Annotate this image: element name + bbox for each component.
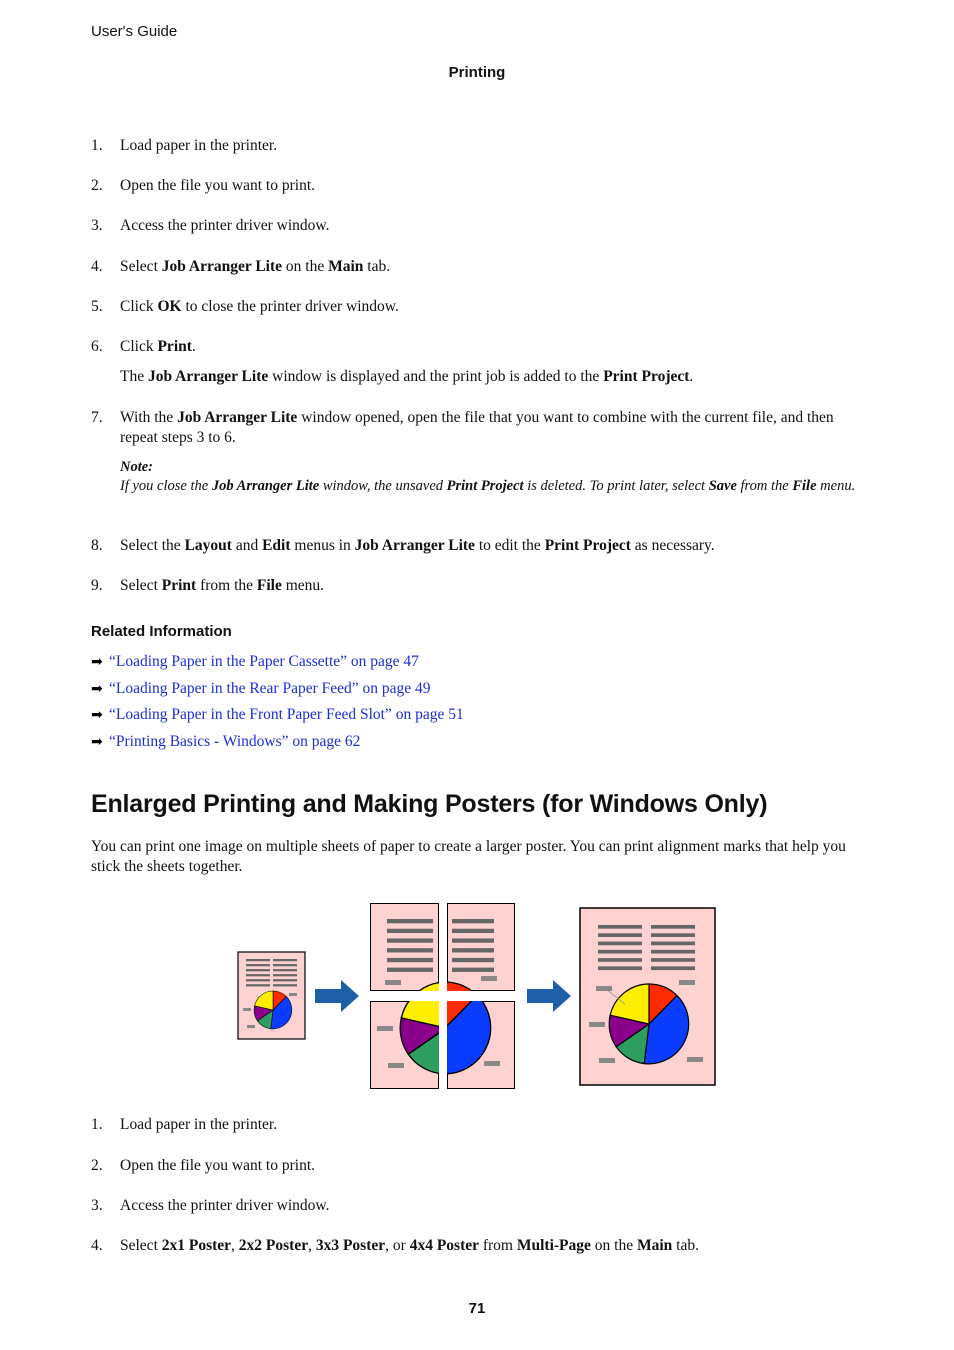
text-run: ,: [231, 1237, 239, 1254]
related-link-4[interactable]: [91, 732, 360, 752]
text-run: .: [191, 338, 196, 355]
text-run: and: [231, 537, 263, 554]
text-run: from the: [736, 478, 793, 494]
text-run: is deleted. To print later, select: [523, 478, 709, 494]
step-a-7: [91, 408, 871, 448]
text-run: Access the printer driver window.: [120, 217, 330, 234]
step-number: 6.: [91, 338, 103, 355]
text-run: If you close the: [120, 478, 212, 494]
step-number: 8.: [91, 537, 103, 554]
text-run: .: [689, 368, 694, 385]
step-number: 1.: [91, 1116, 103, 1133]
step-a-8: [91, 536, 871, 556]
step-text: [120, 1156, 871, 1176]
text-run: as necessary.: [630, 537, 715, 554]
related-link-text[interactable]: “Loading Paper in the Paper Cassette” on page 47: [109, 653, 419, 670]
right-arrow-icon: ➡: [91, 681, 103, 697]
step-number: 4.: [91, 258, 103, 275]
step-text: [120, 136, 871, 156]
ui-term: Print Project: [544, 537, 631, 554]
ui-term: Main: [328, 258, 364, 275]
related-link-2[interactable]: [91, 679, 431, 699]
right-arrow-icon: ➡: [91, 734, 103, 750]
related-link-1[interactable]: [91, 652, 419, 672]
text-run: window opened, open the file that you want to combine with the current file, and then repeat steps 3 to 6.: [120, 409, 834, 446]
step-a-5: [91, 297, 871, 317]
section-intro: You can print one image on multiple sheets of paper to create a larger poster. You can print alignment marks that help you stick the sheets together.: [91, 838, 846, 875]
text-run: Load paper in the printer.: [120, 1116, 278, 1133]
text-run: menu.: [816, 478, 856, 494]
step-a-4: [91, 257, 871, 277]
ui-term: File: [256, 577, 282, 594]
step-b-2: [91, 1156, 871, 1176]
text-run: to edit the: [474, 537, 545, 554]
ui-term: 4x4 Poster: [409, 1237, 479, 1254]
step-text: [120, 176, 871, 196]
ui-term: Edit: [262, 537, 291, 554]
related-information-heading: Related Information: [91, 623, 232, 640]
step-b-3: [91, 1196, 871, 1216]
step-number: 3.: [91, 217, 103, 234]
text-run: Access the printer driver window.: [120, 1197, 330, 1214]
ui-term: Save: [708, 478, 737, 494]
ui-term: Job Arranger Lite: [211, 478, 320, 494]
arrow-right-icon: [315, 980, 359, 1012]
ui-term: Job Arranger Lite: [147, 368, 269, 385]
text-run: Select the: [120, 537, 185, 554]
note-text: [120, 476, 870, 496]
step-a-2: [91, 176, 871, 196]
step-b-1: [91, 1115, 871, 1135]
ui-term: Print Project: [603, 368, 690, 385]
step-number: 2.: [91, 177, 103, 194]
related-link-text[interactable]: “Loading Paper in the Rear Paper Feed” on page 49: [109, 680, 431, 697]
ui-term: Multi-Page: [516, 1237, 591, 1254]
ui-term: 3x3 Poster: [315, 1237, 386, 1254]
section-header: Printing: [448, 64, 506, 81]
text-run: to close the printer driver window.: [181, 298, 399, 315]
step-number: 9.: [91, 577, 103, 594]
step-text: [120, 337, 871, 357]
related-link-text[interactable]: “Loading Paper in the Front Paper Feed Slot” on page 51: [109, 706, 464, 723]
right-arrow-icon: ➡: [91, 654, 103, 670]
step-number: 1.: [91, 137, 103, 154]
text-run: Click: [120, 298, 158, 315]
step-number: 5.: [91, 298, 103, 315]
ui-term: Layout: [184, 537, 232, 554]
text-run: , or: [385, 1237, 410, 1254]
text-run: menus in: [290, 537, 355, 554]
text-run: menu.: [281, 577, 325, 594]
step-text: [120, 297, 871, 317]
step-a-9: [91, 576, 871, 596]
text-run: Select: [120, 577, 162, 594]
related-link-text[interactable]: “Printing Basics - Windows” on page 62: [109, 733, 361, 750]
text-run: window is displayed and the print job is added to the: [268, 368, 604, 385]
text-run: Load paper in the printer.: [120, 137, 278, 154]
page-number: 71: [468, 1300, 486, 1317]
running-header: User's Guide: [91, 23, 178, 40]
step-text: [120, 536, 871, 556]
original-sheet: [238, 952, 305, 1039]
step-text: [120, 1115, 871, 1135]
ui-term: OK: [157, 298, 182, 315]
ui-term: 2x1 Poster: [161, 1237, 232, 1254]
ui-term: Print: [161, 577, 197, 594]
step-number: 4.: [91, 1237, 103, 1254]
text-run: Open the file you want to print.: [120, 177, 315, 194]
text-run: Select: [120, 258, 162, 275]
ui-term: Main: [636, 1237, 673, 1254]
text-run: Select: [120, 1237, 162, 1254]
split-sheets: [371, 904, 515, 1089]
text-run: tab.: [672, 1237, 699, 1254]
step-text: [120, 408, 871, 448]
section-title: Enlarged Printing and Making Posters (for Windows Only): [91, 790, 768, 818]
step-a-1: [91, 136, 871, 156]
text-run: on the: [282, 258, 329, 275]
text-run: on the: [590, 1237, 637, 1254]
ui-term: Job Arranger Lite: [161, 258, 283, 275]
text-run: from: [478, 1237, 517, 1254]
arrow-right-icon: [527, 980, 571, 1012]
step-6-result: [120, 367, 870, 387]
text-run: With the: [120, 409, 178, 426]
text-run: Click: [120, 338, 158, 355]
note-label-text: Note:: [120, 459, 154, 475]
text-run: tab.: [363, 258, 391, 275]
ui-term: Job Arranger Lite: [354, 537, 475, 554]
ui-term: Job Arranger Lite: [177, 409, 298, 426]
related-link-3[interactable]: [91, 705, 464, 725]
note-label: [120, 457, 870, 477]
text-run: window, the unsaved: [319, 478, 447, 494]
step-text: [120, 1196, 871, 1216]
step-number: 3.: [91, 1197, 103, 1214]
ui-term: Print Project: [446, 478, 524, 494]
step-text: [120, 216, 871, 236]
result-poster: [580, 908, 715, 1085]
text-run: from the: [196, 577, 257, 594]
right-arrow-icon: ➡: [91, 707, 103, 723]
step-a-3: [91, 216, 871, 236]
ui-term: File: [792, 478, 817, 494]
step-text: [120, 1236, 871, 1256]
step-number: 7.: [91, 409, 103, 426]
poster-illustration: [235, 900, 720, 1092]
step-a-6: [91, 337, 871, 357]
ui-term: Print: [157, 338, 192, 355]
step-text: [120, 257, 871, 277]
text-run: ,: [308, 1237, 316, 1254]
step-text: [120, 576, 871, 596]
step-b-4: [91, 1236, 871, 1256]
text-run: Open the file you want to print.: [120, 1157, 315, 1174]
text-run: The: [120, 368, 148, 385]
step-number: 2.: [91, 1157, 103, 1174]
ui-term: 2x2 Poster: [238, 1237, 309, 1254]
